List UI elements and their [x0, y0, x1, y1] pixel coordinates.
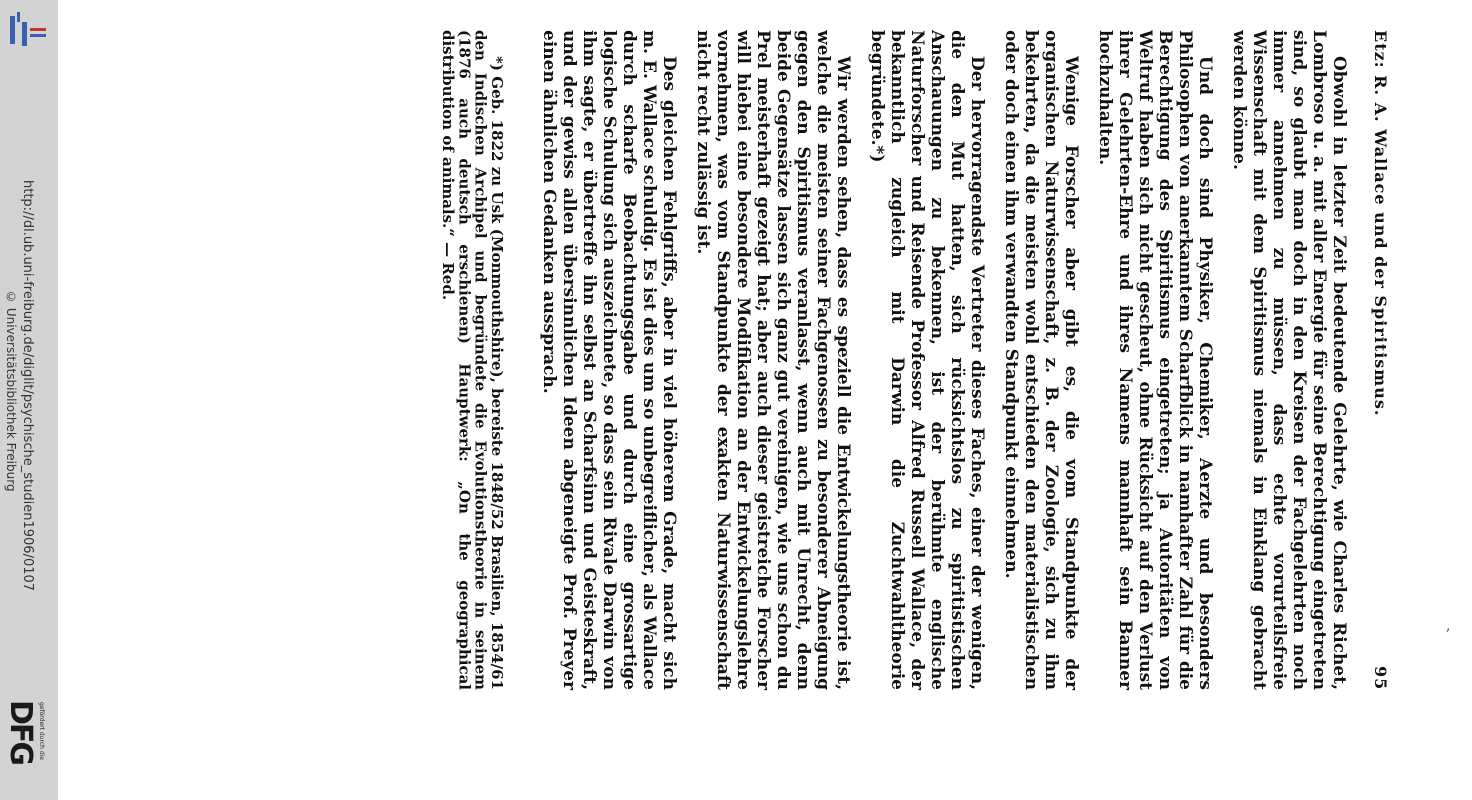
scan-speck: ,: [1446, 618, 1451, 634]
paragraph-5: Wir werden sehen, dass es speziell die Entwickelungstheorie ist, welche die meisten seiner Fachgenossen zu besonderer Abneigung gegen den Spiritismus veranlasst, wenn auch mit Unrecht, denn beide Gegensätze lassen sich ganz gut vereinigen, wie uns schon du Prel meisterhaft gezeigt hat; aber auch dieser geistreiche Forscher will hiebei eine besondere Modifikation an der Entwickelungslehre vornehmen, was vom Standpunkte der exakten Naturwissenschaft nicht recht zulässig ist.: [693, 30, 853, 690]
funding-note: gefördert durch die: [38, 702, 45, 760]
paragraph-1: Obwohl in letzter Zeit bedeutende Gelehrte, wie Charles Richet, Lombroso u. a. mit aller Energie für seine Berechtigung eingetreten sind, so glaubt man doch in den Kreisen der Fachgelehrten noch immer annehmen zu müssen, dass echte vorurteilsfreie Wissenschaft mit dem Spiritismus niemals in Einklang gebracht werden könne.: [1229, 30, 1349, 690]
page-number: 95: [1371, 665, 1390, 690]
paragraph-2: Und doch sind Physiker, Chemiker, Aerzte und besonders Philosophen von anerkanntem Scharfblick in namhafter Zahl für die Berechtigung des Spiritismus eingetreten; ja Autoritäten von Weltruf haben sich nicht gescheut, ohne Rücksicht auf den Verlust ihrer Gelehrten-Ehre und ihres Namens mannhaft sein Banner hochzuhalten.: [1095, 30, 1215, 690]
paragraph-4: Der hervorragendste Vertreter dieses Faches, einer der wenigen, die den Mut hatten, sich rücksichtslos zu spiritistischen Anschauungen zu bekennen, ist der berühmte englische Naturforscher und Reisende Professor Alfred Russell Wallace, der bekanntlich zugleich mit Darwin die Zuchtwahltheorie begründete.*): [867, 30, 987, 690]
ub-freiburg-logo-icon: [6, 8, 48, 52]
dfg-logo: DFG: [3, 700, 38, 765]
viewer-side-strip: [0, 0, 58, 800]
footnote: *) Geb. 1822 zu Usk (Monmouthshire), bereiste 1848/52 Brasilien, 1854/61 den Indischen Archipel und begründete die Evolutionstheorie in seinem (1876 auch deutsch erschienen) Hauptwerk: „On the geographical distribution of animals.“ — Red.: [439, 30, 506, 690]
paragraph-6: Des gleichen Fehlgriffs, aber in viel höherem Grade, macht sich m. E. Wallace schuldig. Es ist dies um so unbegreiflicher, als Wallace durch scharfe Beobachtungsgabe und durch eine grossartige logische Schulung sich auszeichnete, so dass sein Rivale Darwin von ihm sagte, er übertreffe ihn selbst an Scharfsinn und Geisteskraft, und der gewiss allen übersinnlichen Ideen abgeneigte Prof. Preyer einen ähnlichen Gedanken aussprach.: [539, 30, 679, 690]
copyright-notice: © Universitätsbibliothek Freiburg: [4, 290, 18, 492]
page-header: [1371, 30, 1390, 690]
paragraph-3: Wenige Forscher aber gibt es, die vom Standpunkte der organischen Naturwissenschaft, z. B. der Zoologie, sich zu ihm bekehrten, da die meisten wohl entschieden den materialistischen oder doch einen ihm verwandten Standpunkt einnehmen.: [1001, 30, 1081, 690]
running-head: Etz: R. A. Wallace und der Spiritismus.: [1371, 30, 1390, 417]
permalink-url[interactable]: http://dl.ub.uni-freiburg.de/diglit/psychische_studien1906/0107: [20, 180, 35, 592]
scanned-page: [180, 30, 1390, 742]
